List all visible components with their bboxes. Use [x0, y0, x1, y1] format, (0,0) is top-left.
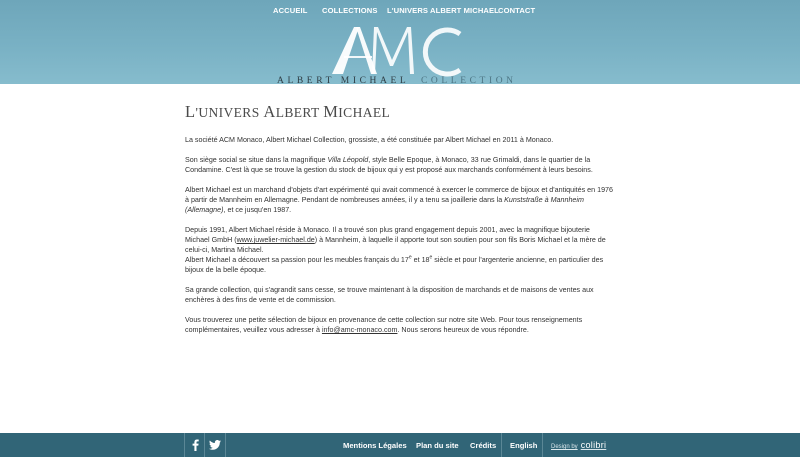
paragraph-collection: Sa grande collection, qui s'agrandit sans cesse, se trouve maintenant à la disposition de marchands et de maisons de ventes aux enchères à des fins de vente et de commission.	[185, 286, 594, 304]
facebook-link[interactable]	[184, 433, 205, 457]
nav-contact[interactable]: CONTACT	[498, 6, 536, 15]
nav-collections[interactable]: COLLECTIONS	[322, 6, 378, 15]
design-by-credit[interactable]: Design by colibri	[551, 440, 607, 450]
footer-divider	[501, 433, 502, 457]
twitter-link[interactable]	[204, 433, 226, 457]
twitter-icon	[209, 440, 221, 450]
logo-tagline-left: ALBERT MICHAEL	[277, 76, 410, 84]
footer-divider	[542, 433, 543, 457]
amc-logo	[276, 22, 526, 84]
paragraph-siege: Son siège social se situe dans la magnifique Villa Léopold, style Belle Epoque, à Monaco, 33 rue Grimaldi, dans le quartier de la Condamine. C'est là que se trouve la gestion du stock de bijoux qui y est proposé aux marchands conformément à leurs besoins.	[185, 156, 593, 174]
facebook-icon	[192, 439, 199, 451]
footer-plan-du-site[interactable]: Plan du site	[416, 441, 459, 450]
nav-univers[interactable]: L'UNIVERS ALBERT MICHAEL	[387, 6, 499, 15]
paragraph-history: Albert Michael est un marchand d'objets d'art expérimenté qui avait commencé à exercer le commerce de bijoux et d'antiquités en 1976 à partir de Mannheim en Allemagne. Pendant de nombreuses années, il y a tenu sa joaillerie dans la Kunststraße à Mannheim (Allemagne), et ce jusqu'en 1987.	[185, 186, 613, 214]
footer	[0, 433, 800, 457]
nav-accueil[interactable]: ACCUEIL	[273, 6, 308, 15]
paragraph-intro: La société ACM Monaco, Albert Michael Collection, grossiste, a été constituée par Albert Michael en 2011 à Monaco.	[185, 136, 554, 144]
footer-mentions-legales[interactable]: Mentions Légales	[343, 441, 407, 450]
main-content	[185, 104, 615, 345]
paragraph-passion: Albert Michael a découvert sa passion pour les meubles français du 17e et 18e siècle et pour l'argenterie ancienne, en particulier des bijoux de la belle époque.	[185, 254, 604, 274]
juwelier-link[interactable]: www.juwelier-michael.de	[236, 236, 315, 244]
email-link[interactable]: info@amc-monaco.com	[321, 326, 398, 334]
footer-language-english[interactable]: English	[510, 441, 538, 450]
paragraph-monaco: Depuis 1991, Albert Michael réside à Monaco. Il a trouvé son plus grand engagement depuis 2001, avec la magnifique bijouterie Michael GmbH (www.juwelier-michael.de) à Mannheim, à laquelle il apporte tout son soutien pour son fils Boris Michael et la mère de celui-ci, Martina Michael.	[185, 226, 606, 254]
main-nav	[0, 6, 800, 18]
page-title: L'UNIVERS ALBERT MICHAEL	[185, 102, 391, 121]
logo-tagline-right: COLLECTION	[421, 76, 517, 84]
paragraph-contact: Vous trouverez une petite sélection de bijoux en provenance de cette collection sur notre site Web. Pour tous renseignements complémentaires, veuillez vous adresser à info@amc-monaco.com. Nous serons heureux de vous répondre.	[185, 316, 583, 334]
header-banner	[0, 0, 800, 84]
footer-credits[interactable]: Crédits	[470, 441, 497, 450]
